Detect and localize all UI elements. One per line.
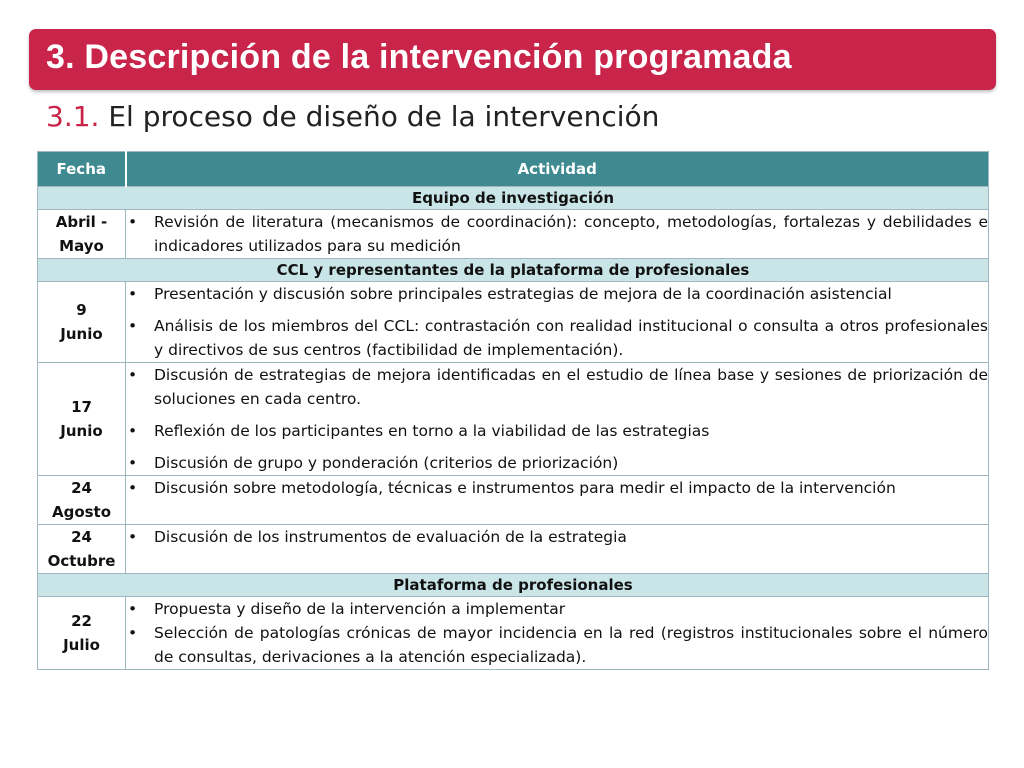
- date-line: Agosto: [51, 503, 112, 521]
- table-header-row: [38, 152, 989, 187]
- activity-list: [126, 363, 988, 475]
- row-date: [38, 525, 126, 574]
- row-activities: [126, 525, 989, 574]
- row-activities: [126, 363, 989, 476]
- activity-item: • Reflexión de los participantes en torno a la viabilidad de las estrategias: [126, 419, 988, 443]
- schedule-table: [37, 151, 989, 670]
- date-line: Junio: [60, 325, 103, 343]
- date-line: Octubre: [47, 552, 116, 570]
- date-line: 9: [76, 301, 87, 319]
- group-label: CCL y representantes de la plataforma de profesionales: [38, 259, 989, 282]
- schedule-row: [38, 525, 989, 574]
- row-date: [38, 363, 126, 476]
- date-line: Julio: [63, 636, 100, 654]
- activity-list: [126, 597, 988, 669]
- group-label: Plataforma de profesionales: [38, 574, 989, 597]
- date-line: 24: [71, 479, 92, 497]
- row-date: [38, 210, 126, 259]
- page-title: 3. Descripción de la intervención programada: [46, 38, 792, 76]
- date-line: 17: [71, 398, 92, 416]
- activity-item: • Análisis de los miembros del CCL: contrastación con realidad institucional o consulta a otros profesionales y directivos de sus centros (factibilidad de implementación).: [126, 314, 988, 362]
- row-date: [38, 597, 126, 670]
- row-activities: [126, 282, 989, 363]
- header-fecha: Fecha: [38, 152, 126, 187]
- schedule-row: [38, 282, 989, 363]
- group-label: Equipo de investigación: [38, 187, 989, 210]
- activity-list: [126, 282, 988, 362]
- group-row: [38, 259, 989, 282]
- schedule-row: [38, 363, 989, 476]
- activity-item: • Propuesta y diseño de la intervención a implementar: [126, 597, 988, 621]
- section-subtitle: [46, 100, 659, 133]
- date-line: Mayo: [59, 237, 104, 255]
- activity-item: • Selección de patologías crónicas de mayor incidencia en la red (registros institucionales sobre el número de consultas, derivaciones a la atención especializada).: [126, 621, 988, 669]
- date-line: 22: [71, 612, 92, 630]
- row-activities: [126, 476, 989, 525]
- activity-list: [126, 210, 988, 258]
- date-line: Abril -: [55, 213, 108, 231]
- row-activities: [126, 210, 989, 259]
- activity-item: • Presentación y discusión sobre principales estrategias de mejora de la coordinación asistencial: [126, 282, 988, 306]
- row-activities: [126, 597, 989, 670]
- schedule-body: [38, 187, 989, 670]
- activity-item: • Discusión de grupo y ponderación (criterios de priorización): [126, 451, 988, 475]
- activity-item: • Discusión de estrategias de mejora identificadas en el estudio de línea base y sesiones de priorización de soluciones en cada centro.: [126, 363, 988, 411]
- schedule-row: [38, 476, 989, 525]
- activity-item: • Discusión sobre metodología, técnicas e instrumentos para medir el impacto de la intervención: [126, 476, 988, 500]
- activity-item: • Discusión de los instrumentos de evaluación de la estrategia: [126, 525, 988, 549]
- title-banner: [29, 29, 996, 90]
- activity-list: [126, 525, 988, 549]
- subtitle-number: 3.1.: [46, 100, 100, 133]
- activity-list: [126, 476, 988, 500]
- row-date: [38, 476, 126, 525]
- activity-item: • Revisión de literatura (mecanismos de coordinación): concepto, metodologías, fortalezas y debilidades e indicadores utilizados para su medición: [126, 210, 988, 258]
- schedule-row: [38, 210, 989, 259]
- date-line: Junio: [60, 422, 103, 440]
- group-row: [38, 574, 989, 597]
- schedule-row: [38, 597, 989, 670]
- date-line: 24: [71, 528, 92, 546]
- group-row: [38, 187, 989, 210]
- subtitle-text: El proceso de diseño de la intervención: [99, 100, 660, 133]
- header-actividad: Actividad: [126, 152, 989, 187]
- row-date: [38, 282, 126, 363]
